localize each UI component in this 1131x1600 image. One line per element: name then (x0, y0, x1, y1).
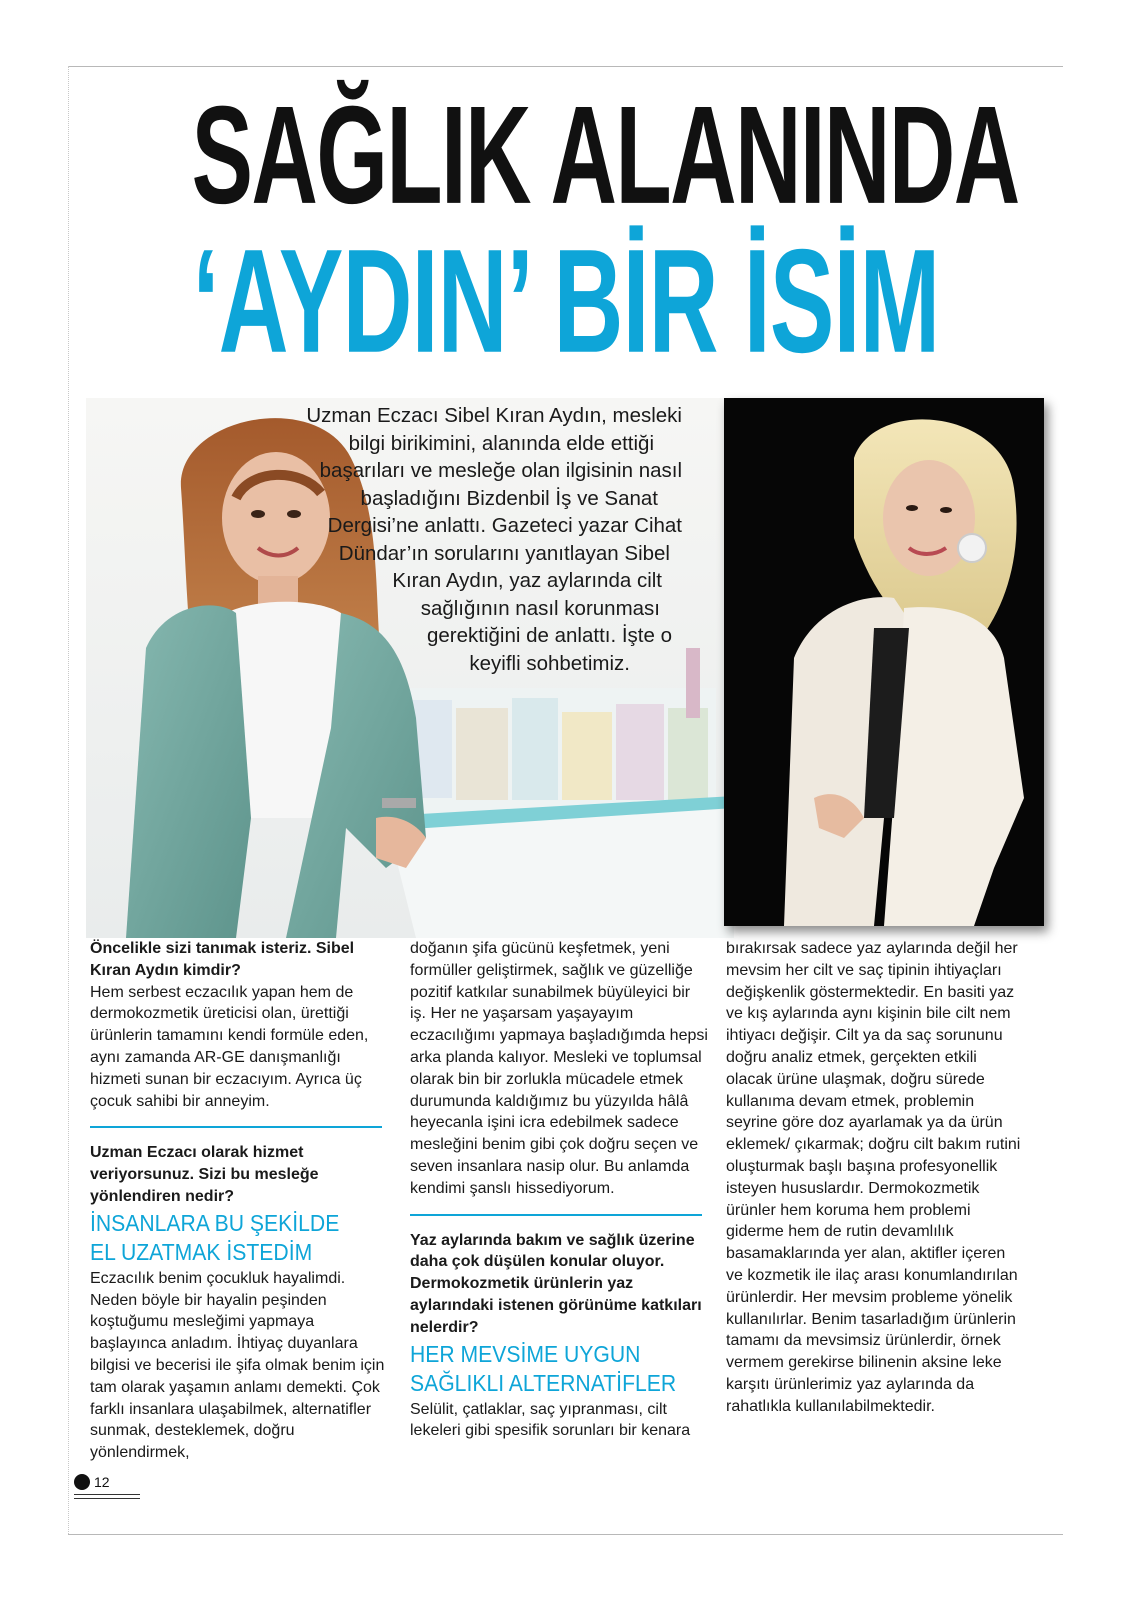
intro-line: Uzman Eczacı Sibel Kıran Aydın, mesleki (306, 404, 682, 427)
question-2: Uzman Eczacı olarak hizmet veriyorsunuz. Sizi bu mesleğe yönlendiren nedir? (90, 1144, 319, 1205)
intro-line: başarıları ve mesleğe olan ilgisinin nasıl (319, 459, 682, 482)
section-divider (90, 1126, 382, 1128)
headline-line-2: ‘AYDIN’ BİR İSİM (192, 219, 940, 385)
portrait-photo-studio (724, 398, 1044, 926)
page-number-rule (74, 1494, 140, 1495)
subheading-1-line-2: EL UZATMAK İSTEDİM (90, 1238, 313, 1265)
column-3 (726, 938, 1026, 1418)
intro-line: Kıran Aydın, yaz aylarında cilt (392, 569, 662, 592)
intro-line: Dündar’ın sorularını yanıtlayan Sibel (338, 541, 670, 565)
answer-3-continued: bırakırsak sadece yaz aylarında değil her mevsim her cilt ve saç tipinin ihtiyaçları değişkenlik göstermektedir. En basiti yaz ve kış aylarında aynı kişinin bile cilt nem ihtiyacı değişir. Cilt ya da saç sorununu doğru analiz etmek, gerçekten etkili olacak ürüne ulaşmak, doğru sürede kullanıma devam etmek, problemin seyrine göre doz ayarlamak ya da ürün eklemek/ çıkarmak; doğru cilt bakım rutini oluşturmak başlı başına profesyonellik isteyen hususlardır. Dermokozmetik ürünler hem koruma hem problemi giderme hem de rutin devamlılık basamaklarında yer alan, aktifler içeren ve kozmetik ile ilaç arası konumlandırılan ürünlerdir. Her mevsim probleme yönelik kullanılırlar. Benim tasarladığım ürünlerin tamamı da mevsimsiz ürünlerdir, örnek vermem gerekirse bilinenin aksine leke karşıtı ürünlerimiz yaz aylarında da rahatlıkla kullanılabilmektedir. (726, 940, 1021, 1415)
column-1 (90, 938, 390, 1464)
section-divider (410, 1214, 702, 1216)
answer-2: Eczacılık benim çocukluk hayalimdi. Neden böyle bir hayalin peşinden koştuğumu mesleğimi yapmaya başlayınca anladım. İhtiyaç duyanlara bilgisi ve becerisi ile şifa olmak benim için tam olarak yaşamın anlamı demekti. Çok farklı insanlara ulaşabilmek, alternatifler sunmak, desteklemek, doğru yönlendirmek, (90, 1269, 385, 1462)
bottom-border (68, 1534, 1063, 1535)
intro-line: bilgi birikimini, alanında elde ettiği (348, 431, 654, 455)
column-2 (410, 938, 708, 1442)
headline-line-1: SAĞLIK ALANINDA (191, 77, 1019, 234)
page-number-text: 12 (94, 1474, 110, 1490)
intro-line: sağlığının nasıl korunması (420, 596, 660, 620)
top-border (68, 66, 1063, 67)
page-number-rule (74, 1498, 140, 1499)
intro-line: keyifli sohbetimiz. (469, 651, 630, 675)
answer-2-continued: doğanın şifa gücünü keşfetmek, yeni formüller geliştirmek, sağlık ve güzelliğe pozitif katkılar sunabilmek büyüleyici bir iş. Her ne yaşarsam yaşayayım eczacılığımı yapmaya başladığımda hepsi arka planda kalıyor. Mesleki ve toplumsal olarak bin bir zorlukla mücadele etmek durumunda kaldığımız bu yüzyılda hâlâ heyecanla işini icra edebilmek sadece mesleğini benim gibi çok doğru seçen ve seven insanlara nasip olur. Bu anlamda kendimi şanslı hissediyorum. (410, 940, 708, 1197)
question-1: Öncelikle sizi tanımak isteriz. Sibel Kıran Aydın kimdir? (90, 940, 355, 979)
subheading-1-line-1: İNSANLARA BU ŞEKİLDE (90, 1209, 340, 1236)
intro-line: Dergisi’ne anlattı. Gazeteci yazar Cihat (327, 514, 682, 537)
page-number (74, 1474, 110, 1490)
answer-3: Selülit, çatlaklar, saç yıpranması, cilt lekeleri gibi spesifik sorunları bir kenara (410, 1400, 691, 1440)
left-border (68, 66, 69, 1534)
intro-line: gerektiğini de anlattı. İşte o (426, 624, 672, 647)
subheading-2-line-1: HER MEVSİME UYGUN (410, 1340, 641, 1367)
intro-line: başladığını Bizdenbil İş ve Sanat (360, 486, 658, 510)
intro-paragraph (272, 402, 682, 677)
bullet-icon (74, 1474, 90, 1490)
answer-1: Hem serbest eczacılık yapan hem de dermokozmetik üreticisi olan, ürettiği ürünlerin tamamını kendi formüle eden, aynı zamanda AR-GE danışmanlığı hizmeti sunan bir eczacıyım. Ayrıca üç çocuk sahibi bir anneyim. (90, 983, 369, 1110)
subheading-2-line-2: SAĞLIKLI ALTERNATİFLER (410, 1369, 677, 1396)
question-3: Yaz aylarında bakım ve sağlık üzerine daha çok düşülen konular oluyor. Dermokozmetik ürünlerin yaz aylarındaki istenen görünüme katkıları nelerdir? (410, 1231, 702, 1336)
